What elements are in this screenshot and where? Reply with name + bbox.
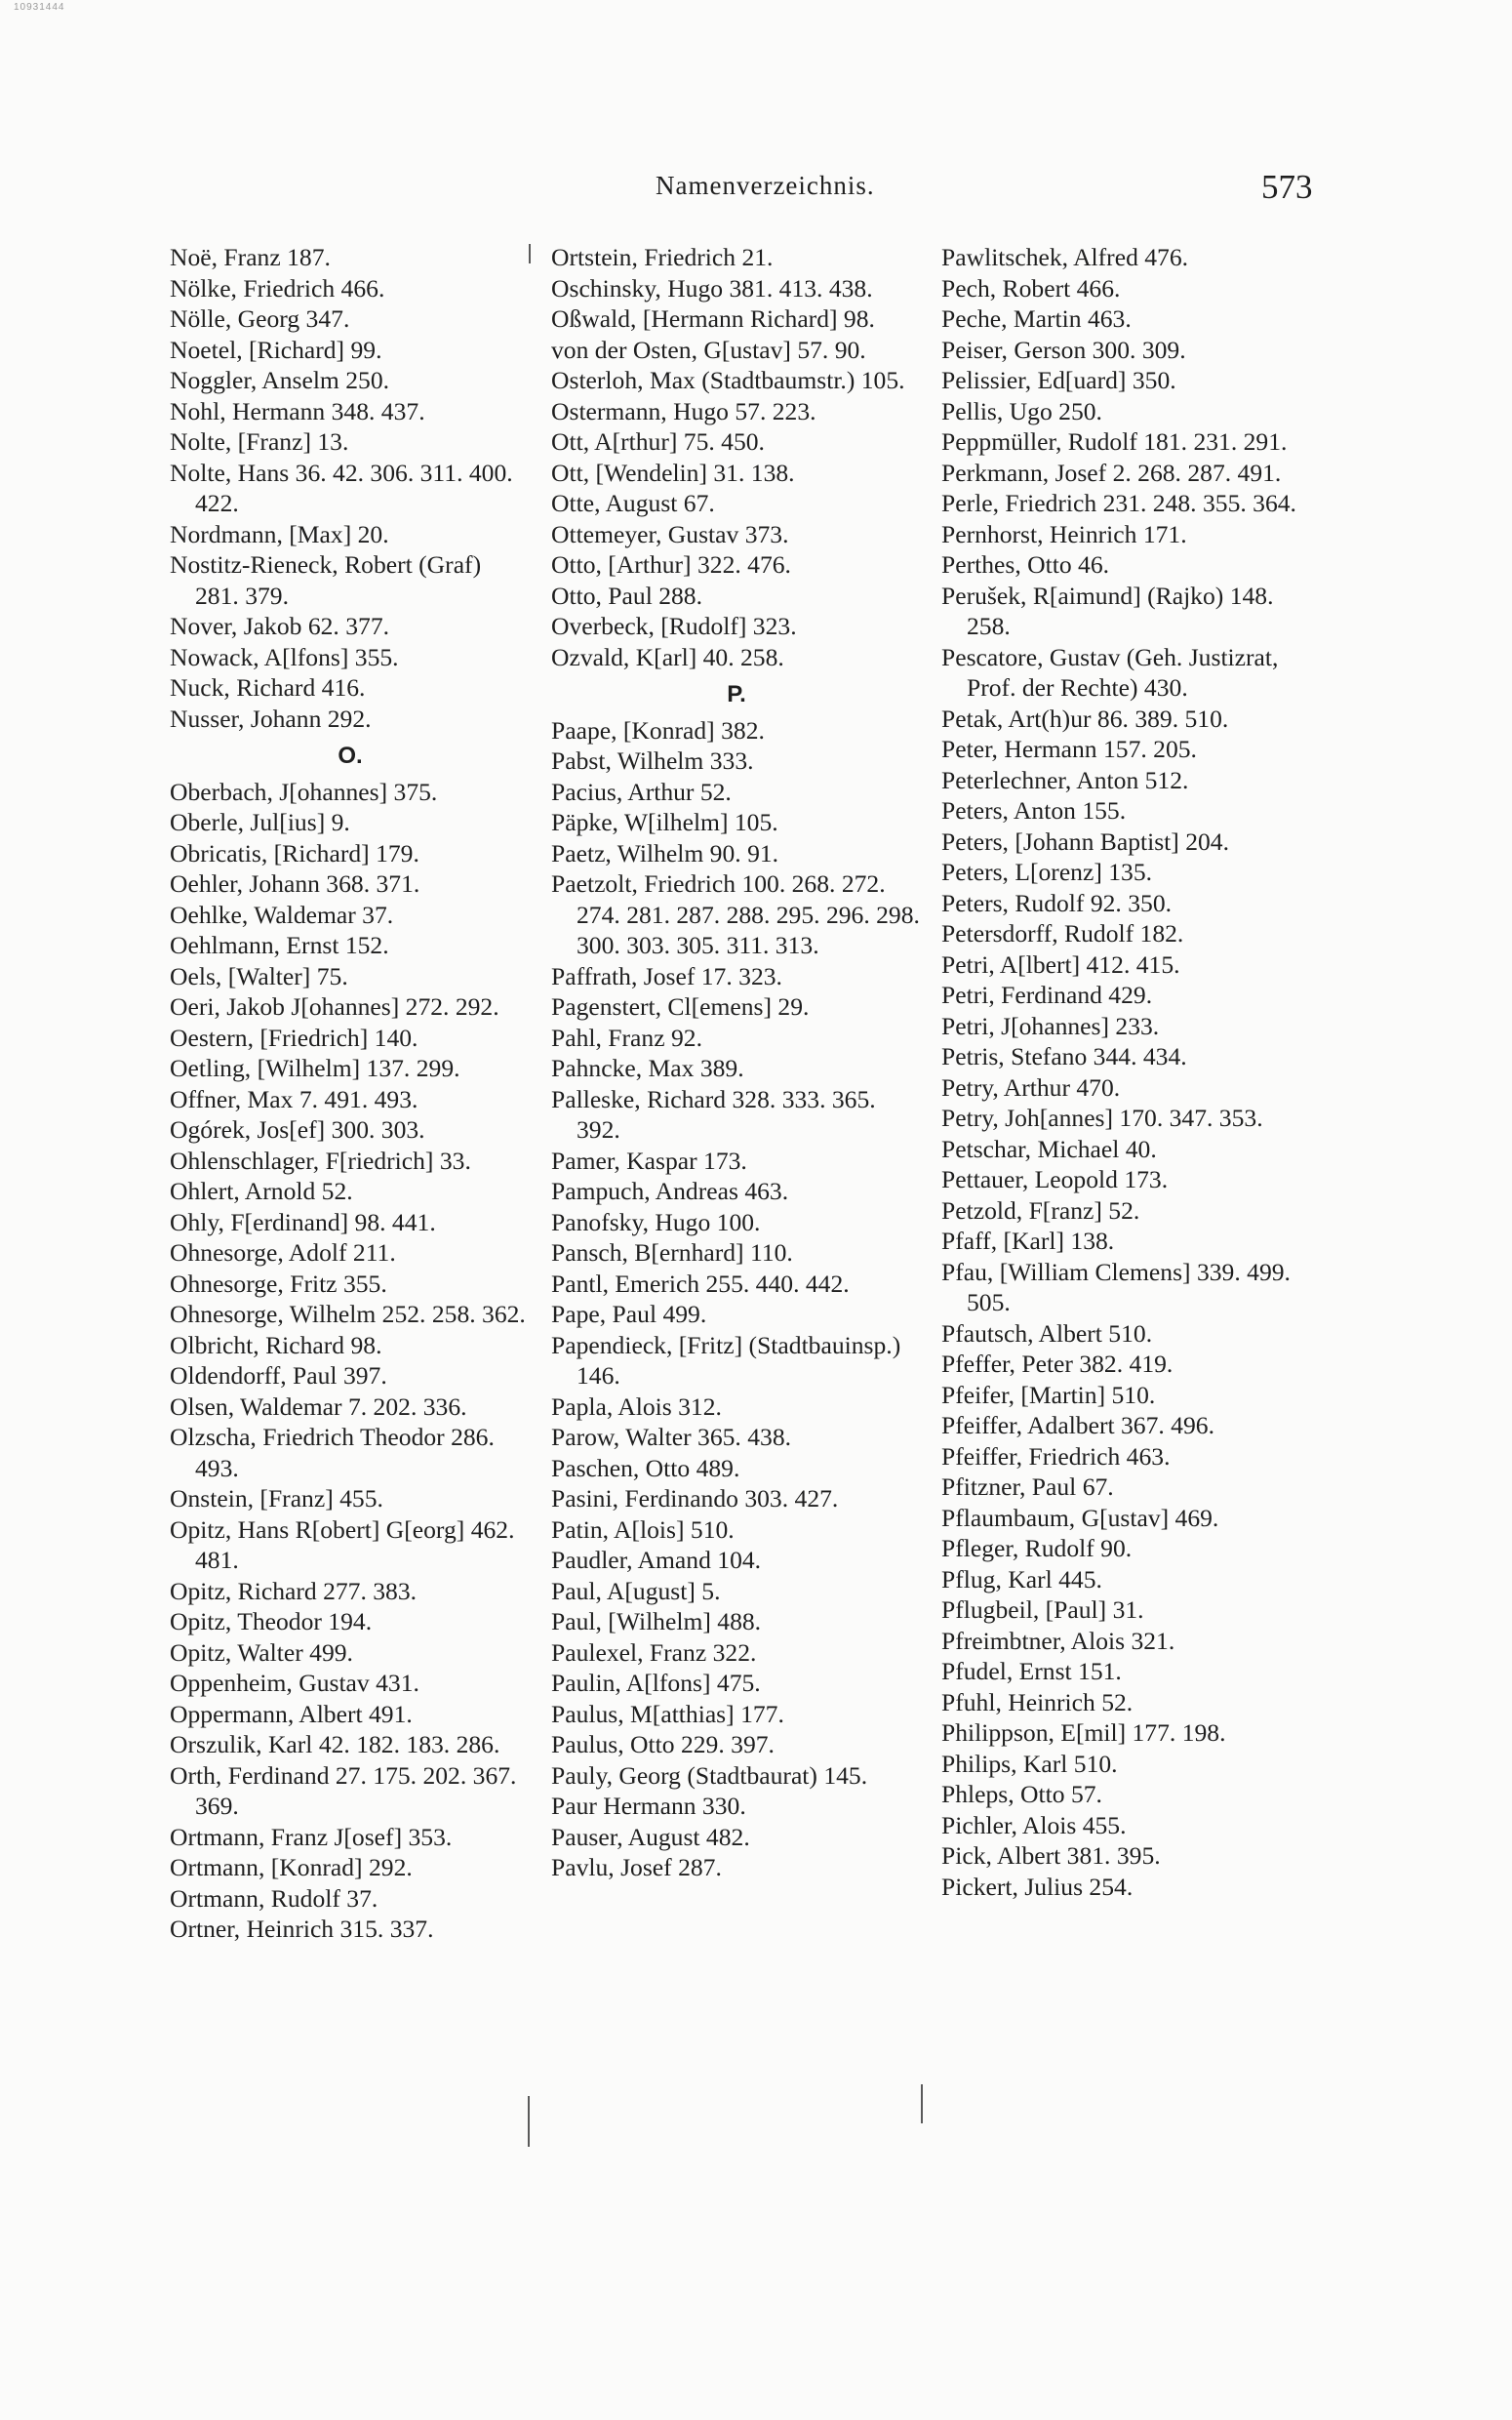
index-entry: Paulexel, Franz 322. [551, 1637, 757, 1667]
index-entry: Ohnesorge, Wilhelm 252. 258. 362. [170, 1300, 526, 1328]
index-entry: Pflugbeil, [Paul] 31. [941, 1595, 1144, 1624]
index-entry: Pettauer, Leopold 173. [941, 1165, 1169, 1193]
index-entry: Pelissier, Ed[uard] 350. [941, 366, 1176, 394]
index-entry: Oppenheim, Gustav 431. [170, 1669, 419, 1697]
index-entry: Päpke, W[ilhelm] 105. [551, 808, 778, 836]
index-entry: Pick, Albert 381. 395. [941, 1841, 1161, 1870]
index-entry: Petry, Joh[annes] 170. 347. 353. [941, 1104, 1263, 1132]
section-letter: P. [727, 681, 746, 707]
index-entry: Nolte, Hans 36. 42. 306. 311. 400. 422. [170, 458, 513, 517]
index-entry: Ortmann, Rudolf 37. [170, 1883, 378, 1913]
index-entry: Perle, Friedrich 231. 248. 355. 364. [941, 489, 1296, 517]
running-head: Namenverzeichnis. [656, 171, 875, 200]
index-entry: Opitz, Walter 499. [170, 1637, 353, 1667]
index-entry: Orszulik, Karl 42. 182. 183. 286. [170, 1730, 500, 1758]
index-entry: Pamer, Kaspar 173. [551, 1146, 747, 1175]
index-entry: Pernhorst, Heinrich 171. [941, 519, 1187, 548]
index-entry: Nordmann, [Max] 20. [170, 519, 389, 548]
index-entry: Peters, Anton 155. [941, 796, 1127, 825]
index-entry: Ott, [Wendelin] 31. 138. [551, 458, 795, 487]
index-entry: Oldendorff, Paul 397. [170, 1361, 387, 1390]
index-entry: Petri, Ferdinand 429. [941, 981, 1153, 1009]
index-entry: Ohnesorge, Fritz 355. [170, 1269, 387, 1298]
index-entry: Olzscha, Friedrich Theodor 286. 493. [170, 1423, 495, 1482]
index-entry: Petri, J[ohannes] 233. [941, 1011, 1160, 1040]
index-entry: Peppmüller, Rudolf 181. 231. 291. [941, 427, 1288, 456]
index-entry: Pfreimbtner, Alois 321. [941, 1626, 1175, 1655]
index-entry: Opitz, Theodor 194. [170, 1607, 373, 1635]
index-entry: Nuck, Richard 416. [170, 673, 366, 702]
index-entry: Petry, Arthur 470. [941, 1072, 1121, 1102]
index-entry: Pflaumbaum, G[ustav] 469. [941, 1503, 1219, 1532]
section-letter: O. [338, 743, 363, 769]
index-entry: Petris, Stefano 344. 434. [941, 1042, 1187, 1070]
index-entry: Oschinsky, Hugo 381. 413. 438. [551, 273, 873, 302]
index-entry: Pickert, Julius 254. [941, 1872, 1134, 1901]
index-entry: Pahl, Franz 92. [551, 1023, 702, 1052]
index-entry: Pfeifer, [Martin] 510. [941, 1380, 1156, 1409]
index-entry: Pellis, Ugo 250. [941, 396, 1102, 425]
index-entry: Oestern, [Friedrich] 140. [170, 1023, 418, 1052]
index-entry: Pagenstert, Cl[emens] 29. [551, 992, 810, 1021]
index-entry: Pfeiffer, Adalbert 367. 496. [941, 1411, 1214, 1439]
index-entry: Pantl, Emerich 255. 440. 442. [551, 1269, 850, 1298]
index-entry: Ortmann, Franz J[osef] 353. [170, 1822, 453, 1851]
index-entry: Ohly, F[erdinand] 98. 441. [170, 1207, 436, 1236]
index-entry: Oßwald, [Hermann Richard] 98. [551, 304, 875, 333]
index-entry: Pfudel, Ernst 151. [941, 1657, 1122, 1685]
index-entry: Panofsky, Hugo 100. [551, 1207, 761, 1236]
index-entry: Peters, L[orenz] 135. [941, 858, 1153, 886]
column-rule [921, 2084, 923, 2123]
index-entry: Noë, Franz 187. [170, 243, 331, 271]
index-entry: Olbricht, Richard 98. [170, 1330, 382, 1359]
index-entry: Ortmann, [Konrad] 292. [170, 1853, 413, 1881]
index-entry: Paulus, M[atthias] 177. [551, 1699, 784, 1728]
index-entry: Peiser, Gerson 300. 309. [941, 335, 1186, 364]
index-entry: Pech, Robert 466. [941, 273, 1121, 302]
index-entry: Nolte, [Franz] 13. [170, 427, 349, 456]
index-entry: Peters, Rudolf 92. 350. [941, 888, 1173, 917]
index-entry: Pfleger, Rudolf 90. [941, 1534, 1133, 1562]
index-entry: Pfau, [William Clemens] 339. 499. 505. [941, 1257, 1291, 1316]
index-entry: Pauly, Georg (Stadtbaurat) 145. [551, 1760, 868, 1790]
index-entry: Perušek, R[aimund] (Rajko) 148. 258. [941, 581, 1274, 640]
index-entry: Oetling, [Wilhelm] 137. 299. [170, 1054, 460, 1082]
index-entry: Peters, [Johann Baptist] 204. [941, 827, 1230, 856]
index-entry: Nowack, A[lfons] 355. [170, 642, 399, 671]
index-entry: Oehler, Johann 368. 371. [170, 869, 420, 898]
index-entry: Pacius, Arthur 52. [551, 777, 732, 806]
index-entry: Pampuch, Andreas 463. [551, 1177, 789, 1205]
index-entry: Parow, Walter 365. 438. [551, 1423, 792, 1451]
index-entry: Orth, Ferdinand 27. 175. 202. 367. 369. [170, 1760, 517, 1820]
index-entry: Ohnesorge, Adolf 211. [170, 1238, 396, 1267]
index-entry: Nölle, Georg 347. [170, 304, 350, 333]
index-entry: Paulus, Otto 229. 397. [551, 1730, 775, 1758]
index-entry: Otte, August 67. [551, 489, 715, 517]
index-entry: Olsen, Waldemar 7. 202. 336. [170, 1392, 467, 1421]
index-entry: Offner, Max 7. 491. 493. [170, 1084, 418, 1113]
index-entry: Paetzolt, Friedrich 100. 268. 272. 274. 281. 287. 288. 295. 296. 298. 300. 303. 305. 311. 313. [551, 869, 920, 959]
index-entry: Palleske, Richard 328. 333. 365. 392. [551, 1084, 876, 1144]
index-entry: Pauser, August 482. [551, 1822, 750, 1851]
index-entry: Paul, [Wilhelm] 488. [551, 1607, 762, 1635]
index-entry: Pichler, Alois 455. [941, 1810, 1127, 1839]
index-entry: Pape, Paul 499. [551, 1300, 707, 1328]
index-entry: von der Osten, G[ustav] 57. 90. [551, 335, 866, 364]
index-entry: Phleps, Otto 57. [941, 1780, 1102, 1808]
corner-stamp: 10931444 [14, 2, 65, 13]
index-entry: Overbeck, [Rudolf] 323. [551, 612, 797, 640]
index-entry: Pfeffer, Peter 382. 419. [941, 1350, 1174, 1378]
index-entry: Obricatis, [Richard] 179. [170, 838, 419, 867]
index-entry: Philips, Karl 510. [941, 1749, 1118, 1778]
index-entry: Perthes, Otto 46. [941, 550, 1110, 579]
index-entry: Nover, Jakob 62. 377. [170, 612, 390, 640]
index-entry: Pahncke, Max 389. [551, 1054, 744, 1082]
index-entry: Pflug, Karl 445. [941, 1564, 1102, 1593]
index-entry: Pawlitschek, Alfred 476. [941, 243, 1189, 271]
index-entry: Opitz, Richard 277. 383. [170, 1576, 418, 1605]
index-entry: Pfautsch, Albert 510. [941, 1318, 1153, 1348]
index-entry: Peche, Martin 463. [941, 304, 1132, 333]
index-entry: Petschar, Michael 40. [941, 1134, 1157, 1163]
index-entry: Otto, Paul 288. [551, 581, 702, 610]
index-entry: Ortner, Heinrich 315. 337. [170, 1915, 434, 1943]
index-entry: Paur Hermann 330. [551, 1792, 746, 1820]
index-entry: Oehlmann, Ernst 152. [170, 931, 389, 959]
index-column-3 [941, 242, 1307, 1902]
index-entry: Pfitzner, Paul 67. [941, 1472, 1114, 1501]
index-entry: Pabst, Wilhelm 333. [551, 746, 754, 775]
index-entry: Pavlu, Josef 287. [551, 1853, 722, 1881]
index-entry: Ott, A[rthur] 75. 450. [551, 427, 765, 456]
index-entry: Nusser, Johann 292. [170, 704, 372, 733]
index-entry: Oberle, Jul[ius] 9. [170, 808, 350, 836]
index-column-1 [170, 242, 531, 1945]
index-entry: Peterlechner, Anton 512. [941, 765, 1189, 794]
index-entry: Noggler, Anselm 250. [170, 366, 390, 394]
index-entry: Petri, A[lbert] 412. 415. [941, 949, 1180, 979]
index-entry: Paulin, A[lfons] 475. [551, 1669, 761, 1697]
index-entry: Ohlenschlager, F[riedrich] 33. [170, 1146, 471, 1175]
index-entry: Philippson, E[mil] 177. 198. [941, 1718, 1226, 1747]
index-entry: Paffrath, Josef 17. 323. [551, 961, 782, 990]
index-entry: Peter, Hermann 157. 205. [941, 735, 1197, 763]
index-entry: Paudler, Amand 104. [551, 1546, 762, 1574]
index-entry: Petersdorff, Rudolf 182. [941, 919, 1184, 948]
index-entry: Pasini, Ferdinando 303. 427. [551, 1484, 839, 1512]
index-entry: Pescatore, Gustav (Geh. Justizrat, Prof. der Rechte) 430. [941, 642, 1279, 702]
index-entry: Petak, Art(h)ur 86. 389. 510. [941, 704, 1229, 733]
index-entry: Paul, A[ugust] 5. [551, 1576, 721, 1605]
page-number: 573 [1261, 168, 1313, 206]
index-entry: Otto, [Arthur] 322. 476. [551, 550, 791, 579]
index-entry: Papla, Alois 312. [551, 1392, 722, 1421]
index-column-2 [551, 242, 922, 1883]
index-entry: Oppermann, Albert 491. [170, 1699, 413, 1728]
index-entry: Paschen, Otto 489. [551, 1453, 740, 1482]
index-entry: Pansch, B[ernhard] 110. [551, 1238, 793, 1267]
index-entry: Ottemeyer, Gustav 373. [551, 519, 789, 548]
index-entry: Perkmann, Josef 2. 268. 287. 491. [941, 458, 1282, 487]
index-entry: Petzold, F[ranz] 52. [941, 1195, 1140, 1225]
index-entry: Opitz, Hans R[obert] G[eorg] 462. 481. [170, 1514, 515, 1574]
index-entry: Ohlert, Arnold 52. [170, 1177, 353, 1205]
index-entry: Oeri, Jakob J[ohannes] 272. 292. [170, 992, 499, 1021]
index-entry: Papendieck, [Fritz] (Stadtbauinsp.) 146. [551, 1330, 901, 1390]
index-entry: Ogórek, Jos[ef] 300. 303. [170, 1115, 425, 1144]
index-entry: Ozvald, K[arl] 40. 258. [551, 642, 784, 671]
index-entry: Nohl, Hermann 348. 437. [170, 396, 425, 425]
index-entry: Nölke, Friedrich 466. [170, 273, 385, 302]
index-entry: Onstein, [Franz] 455. [170, 1484, 383, 1512]
index-entry: Noetel, [Richard] 99. [170, 335, 382, 364]
index-entry: Patin, A[lois] 510. [551, 1514, 735, 1544]
index-entry: Oels, [Walter] 75. [170, 961, 348, 990]
index-entry: Ortstein, Friedrich 21. [551, 243, 774, 271]
index-entry: Paetz, Wilhelm 90. 91. [551, 838, 779, 867]
index-entry: Ostermann, Hugo 57. 223. [551, 396, 816, 425]
index-entry: Pfeiffer, Friedrich 463. [941, 1441, 1171, 1471]
column-rule [528, 2096, 530, 2147]
index-entry: Osterloh, Max (Stadtbaumstr.) 105. [551, 366, 905, 394]
index-entry: Pfaff, [Karl] 138. [941, 1227, 1115, 1255]
index-entry: Pfuhl, Heinrich 52. [941, 1687, 1134, 1716]
index-entry: Oehlke, Waldemar 37. [170, 900, 394, 929]
index-entry: Paape, [Konrad] 382. [551, 715, 765, 745]
index-entry: Nostitz-Rieneck, Robert (Graf) 281. 379. [170, 550, 482, 610]
index-entry: Oberbach, J[ohannes] 375. [170, 777, 438, 806]
